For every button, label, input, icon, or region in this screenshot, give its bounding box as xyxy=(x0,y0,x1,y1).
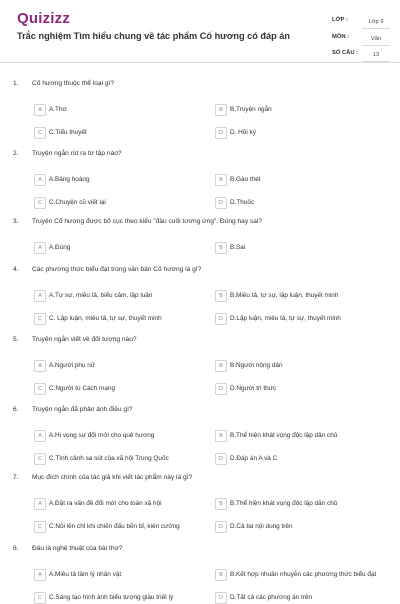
question-number: 8. xyxy=(13,545,19,552)
option-text: B.Kết hợp nhuần nhuyễn các phương thức biểu đạt xyxy=(230,571,377,578)
option-letter-box: D xyxy=(215,592,227,604)
meta-class-value: Lớp 9 xyxy=(362,16,390,29)
option-text: D.Đáp án A và C xyxy=(230,455,278,462)
question-number: 6. xyxy=(13,406,19,413)
question-text: Truyện ngắn đã phản ánh điều gì? xyxy=(32,406,133,413)
question-text: Truyện ngắn viết về đối tượng nào? xyxy=(32,336,137,343)
option-text: D.Thuốc xyxy=(230,199,255,206)
option-text: C.Chuyện cũ viết lại xyxy=(49,199,106,206)
option-letter-box: C xyxy=(34,592,46,604)
meta-count-label: SỐ CÂU : xyxy=(332,50,359,56)
option-text: B.Gào thét xyxy=(230,176,261,183)
option-letter-box: A xyxy=(34,104,46,116)
option-text: A.Người phụ nữ xyxy=(49,362,96,369)
worksheet-title: Trắc nghiệm Tìm hiểu chung về tác phẩm Cố hương có đáp án xyxy=(17,31,291,41)
option-letter-box: A xyxy=(34,290,46,302)
question-number: 4. xyxy=(13,266,19,273)
option-letter-box: D xyxy=(215,453,227,465)
option-letter-box: C xyxy=(34,383,46,395)
option-text: A.Đúng xyxy=(49,244,71,251)
question-number: 1. xyxy=(13,80,19,87)
meta-count-row xyxy=(332,49,392,63)
option-letter-box: D xyxy=(215,197,227,209)
question-text: Mục đích chính của tác giả khi viết tác phẩm này là gì? xyxy=(32,474,193,481)
worksheet-header xyxy=(0,0,400,63)
option-letter-box: C xyxy=(34,453,46,465)
option-text: D.Lập luận, miêu tả, tự sự, thuyết minh xyxy=(230,315,341,322)
meta-class-label: LỚP : xyxy=(332,17,348,23)
option-letter-box: A xyxy=(34,242,46,254)
option-letter-box: B xyxy=(215,430,227,442)
option-letter-box: D xyxy=(215,313,227,325)
option-letter-box: B xyxy=(215,360,227,372)
question-text: Cố hương thuộc thể loại gì? xyxy=(32,80,115,87)
option-text: A.Thơ xyxy=(49,106,67,113)
option-text: C.Người tù Cách mạng xyxy=(49,385,116,392)
option-text: A.Đặt ra vấn đề đổi mới cho toàn xã hội xyxy=(49,500,162,507)
question-text: Các phương thức biểu đạt trong văn bản Cố hương là gì? xyxy=(32,266,202,273)
option-text: D. Hồi ký xyxy=(230,129,256,136)
option-text: B.Miêu tả, tự sự, lập luận, thuyết minh xyxy=(230,292,339,299)
option-text: C.Sáng tạo hình ảnh biểu tượng giàu triết lý xyxy=(49,594,174,601)
option-letter-box: D xyxy=(215,521,227,533)
option-letter-box: A xyxy=(34,174,46,186)
option-text: C. Lập luận, miêu tả, tự sự, thuyết minh xyxy=(49,315,162,322)
meta-subject-label: MÔN : xyxy=(332,33,350,40)
option-text: C.Nói lên chỉ khi chiến đấu bền bỉ, kiên cường xyxy=(49,523,180,530)
question-text: Truyện Cố hương được bố cục theo kiểu "đầu cuối tương ứng". Đúng hay sai? xyxy=(32,218,263,225)
meta-class-row xyxy=(332,16,392,30)
option-letter-box: B xyxy=(215,569,227,581)
option-letter-box: D xyxy=(215,383,227,395)
meta-count-value: 13 xyxy=(362,49,390,62)
option-text: B.Người nông dân xyxy=(230,362,283,369)
question-number: 5. xyxy=(13,336,19,343)
option-text: B.Thể hiện khát vọng độc lập dân chủ xyxy=(230,500,338,507)
worksheet-meta xyxy=(332,16,392,66)
option-text: B.Truyện ngắn xyxy=(230,106,272,113)
option-letter-box: B xyxy=(215,104,227,116)
question-number: 7. xyxy=(13,474,19,481)
question-text: Truyện ngắn rút ra từ tập nào? xyxy=(32,150,122,157)
meta-subject-value: Văn xyxy=(362,33,390,46)
option-text: A.Tự sự, miêu tả, biểu cảm, lập luận xyxy=(49,292,153,299)
option-letter-box: A xyxy=(34,360,46,372)
question-text: Đâu là nghệ thuật của bài thơ? xyxy=(32,545,123,552)
option-letter-box: C xyxy=(34,197,46,209)
option-letter-box: B xyxy=(215,174,227,186)
option-letter-box: C xyxy=(34,521,46,533)
meta-subject-row xyxy=(332,33,392,47)
option-text: D.Tất cả các phương án trên xyxy=(230,594,313,601)
option-letter-box: B xyxy=(215,242,227,254)
option-letter-box: B xyxy=(215,290,227,302)
option-text: D.Người tri thức xyxy=(230,385,277,392)
option-text: A.Hi vọng sự đổi mới cho quê hương xyxy=(49,432,155,439)
quizizz-logo: Quizizz xyxy=(17,10,71,27)
option-letter-box: A xyxy=(34,498,46,510)
question-number: 3. xyxy=(13,218,19,225)
option-text: A.Miêu tả tâm lý nhân vật xyxy=(49,571,122,578)
option-letter-box: A xyxy=(34,569,46,581)
option-text: D.Cả ba nội dung trên xyxy=(230,523,293,530)
question-number: 2. xyxy=(13,150,19,157)
option-letter-box: C xyxy=(34,313,46,325)
option-letter-box: A xyxy=(34,430,46,442)
option-text: A.Bàng hoàng xyxy=(49,176,90,183)
option-letter-box: D xyxy=(215,127,227,139)
option-text: C.Tiểu thuyết xyxy=(49,129,87,136)
option-letter-box: B xyxy=(215,498,227,510)
option-text: C.Tình cảnh sa sút của xã hội Trung Quốc xyxy=(49,455,169,462)
option-letter-box: C xyxy=(34,127,46,139)
option-text: B.Thể hiện khát vọng độc lập dân chủ xyxy=(230,432,338,439)
option-text: B.Sai xyxy=(230,244,246,251)
